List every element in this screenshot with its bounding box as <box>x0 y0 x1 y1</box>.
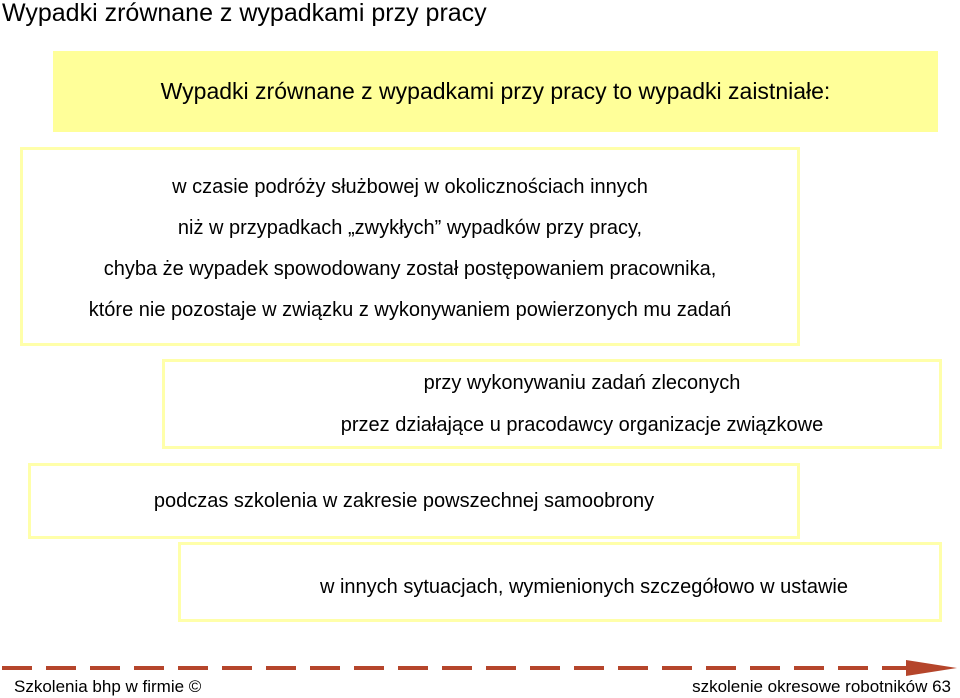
footer-dashed-rule <box>0 658 960 678</box>
banner-text: Wypadki zrównane z wypadkami przy pracy to wypadki zaistniałe: <box>160 78 831 104</box>
case-line: chyba że wypadek spowodowany został postępowaniem pracownika, <box>103 257 717 280</box>
footer-left-text: Szkolenia bhp w firmie © <box>14 677 202 696</box>
page-title: Wypadki zrównane z wypadkami przy pracy <box>2 0 487 27</box>
case-line: w innych sytuacjach, wymienionych szczegółowo w ustawie <box>319 575 848 598</box>
arrowhead-right-icon <box>906 660 957 676</box>
case-line: podczas szkolenia w zakresie powszechnej samoobrony <box>153 489 655 512</box>
footer-page-info: szkolenie okresowe robotników 63 <box>692 677 951 696</box>
case-box-union-tasks <box>162 359 942 449</box>
case-box-business-travel <box>20 147 800 346</box>
case-line: niż w przypadkach „zwykłych” wypadków przy pracy, <box>177 216 643 239</box>
case-line: przez działające u pracodawcy organizacje związkowe <box>340 414 824 436</box>
case-line: przy wykonywaniu zadań zleconych <box>423 372 741 394</box>
case-box-self-defense-training <box>28 463 800 539</box>
definition-banner <box>53 51 938 132</box>
case-box-other-situations <box>178 542 942 622</box>
case-line: które nie pozostaje w związku z wykonywaniem powierzonych mu zadań <box>88 298 732 321</box>
case-line: w czasie podróży służbowej w okolicznościach innych <box>172 175 648 198</box>
